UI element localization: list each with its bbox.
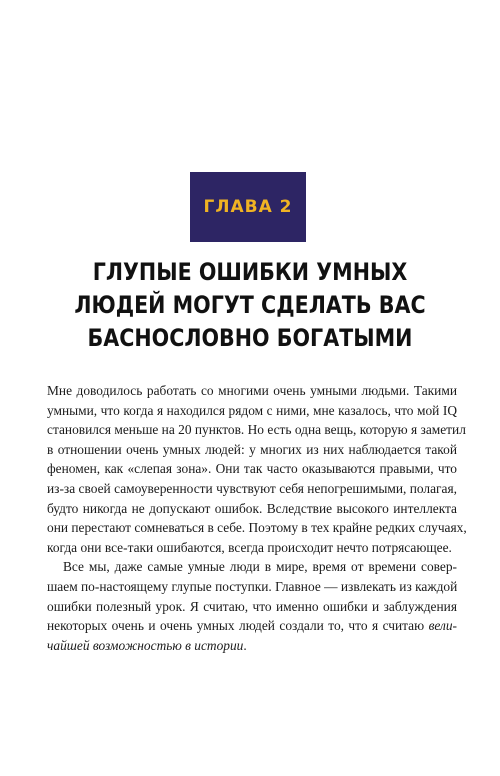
- paragraph-line: будто никогда не допускают ошибок. Вследствие высокого интеллекта: [47, 500, 457, 516]
- paragraph-2: [47, 557, 457, 655]
- paragraph-line: становился меньше на 20 пунктов. Но есть одна вещь, которую я заметил: [47, 422, 466, 438]
- paragraph-line: ошибки полезный урок. Я считаю, что именно ошибки и заблуждения: [47, 598, 457, 614]
- paragraph-line: они перестают сомневаться в себе. Поэтому в тех крайне редких случаях,: [47, 520, 467, 536]
- chapter-label: ГЛАВА 2: [203, 197, 293, 217]
- paragraph-line-text: некоторых очень и очень умных людей создали то, что я считаю: [47, 618, 425, 634]
- paragraph-1: [47, 381, 467, 557]
- paragraph-line: феномен, как «слепая зона». Они так часто оказываются правыми, что: [47, 461, 457, 477]
- chapter-title-line: ЛЮДЕЙ МОГУТ СДЕЛАТЬ ВАС: [74, 291, 426, 319]
- body-text: [47, 381, 467, 655]
- paragraph-line: умными, что когда я находился рядом с ними, мне казалось, что мой IQ: [47, 402, 457, 418]
- italic-text: чайшей возможностью в истории: [47, 637, 244, 653]
- paragraph-line: Мне доводилось работать со многими очень умными людьми. Такими: [47, 383, 457, 398]
- paragraph-line: в отношении очень умных людей: у многих из них наблюдается такой: [47, 441, 457, 457]
- paragraph-line: из-за своей самоуверенности чувствуют себя непогрешимыми, полагая,: [47, 480, 457, 496]
- chapter-title: [69, 256, 430, 355]
- paragraph-line: Все мы, даже самые умные люди в мире, время от времени совер-: [63, 559, 457, 575]
- paragraph-line: шаем по-настоящему глупые поступки. Главное — извлекать из каждой: [47, 578, 458, 594]
- italic-text: вели-: [428, 618, 457, 634]
- paragraph-line: когда они все-таки ошибаются, всегда происходит нечто потрясающее.: [47, 539, 452, 555]
- paragraph-line: [47, 616, 457, 636]
- paragraph-line: [47, 636, 457, 656]
- paragraph-end: .: [243, 637, 247, 653]
- chapter-badge: [190, 172, 306, 242]
- chapter-title-line: ГЛУПЫЕ ОШИБКИ УМНЫХ: [92, 258, 408, 286]
- chapter-title-line: БАСНОСЛОВНО БОГАТЫМИ: [87, 324, 413, 352]
